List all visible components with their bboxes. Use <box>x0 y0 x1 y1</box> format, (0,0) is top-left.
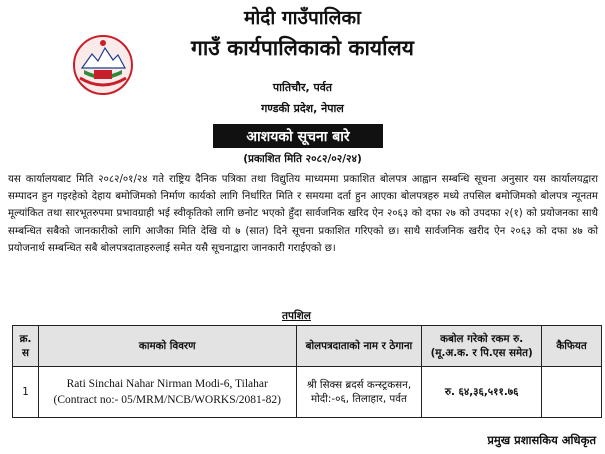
work-name: Rati Sinchai Nahar Nirman Modi-6, Tilahar <box>66 378 268 390</box>
col-amount: कबोल गरेको रकम रु. (मू.अ.क. र पि.एस समेत) <box>422 326 542 367</box>
schedule-heading: तपशिल <box>282 310 311 322</box>
province-name: गण्डकी प्रदेश, नेपाल <box>261 102 344 115</box>
municipality-name: मोदी गाउँपालिका <box>244 7 361 29</box>
notice-body: यस कार्यालयबाट मिति २०८२/०१/२४ गते राष्ट्रिय दैनिक पत्रिका तथा विद्युतिय माध्यममा प्रकाशित बोलपत्र आह्वान सम्बन्धि सूचना अनुसार यस कार्यालयद्वारा सम्पादन हुन गइरहेको देहाय बमोजिमको निर्माण कार्यको लागि निर्धारित मिति र समयमा दर्ता हुन आएका बोलपत्रहरु मध्ये तपसिल बमोजिमको बोलपत्र न्यूनतम मूल्यांकित तथा सारभूतरुपमा प्रभावग्राही भई स्वीकृतिको लागि छनोट भएको हुँदा सार्वजनिक खरिद ऐन २०६३ को दफा २७ को उपदफा २(१) को प्रयोजनका साथै सम्बन्धित सबैको जानकारीको लागि आजैका मिति देखि यो ७ (सात) दिने सूचना प्रकाशित गरिएको छ। साथै सार्वजनिक खरीद ऐन २०६३ को दफा ४७ को प्रयोजनार्थ सम्बन्धित सबै बोलपत्रदाताहरुलाई समेत यसै सूचनाद्वारा जानकारी गराईएको छ। <box>8 174 598 254</box>
notice-title-box <box>213 124 383 148</box>
cell-serial: 1 <box>13 367 39 418</box>
col-bidder: बोलपत्रदाताको नाम र ठेगाना <box>296 326 422 367</box>
signature-title: प्रमुख प्रशासकिय अधिकृत <box>487 433 596 447</box>
col-work-description: कामको विवरण <box>38 326 296 367</box>
cell-remarks <box>542 367 602 418</box>
col-remarks: कैफियत <box>542 326 602 367</box>
bidder-name: श्री सिक्स ब्रदर्स कन्स्ट्रकसन, <box>306 379 412 391</box>
cell-work-description <box>38 367 296 418</box>
cell-amount: रु. ६४,३६,५११.७६ <box>422 367 542 418</box>
cell-bidder <box>296 367 422 418</box>
notice-title: आशयको सूचना बारे <box>246 128 350 145</box>
table-header-row <box>13 326 602 367</box>
published-date: (प्रकाशित मिति २०८२/०२/२४) <box>243 153 362 165</box>
contract-number: (Contract no:- 05/MRM/NCB/WORKS/2081-82) <box>53 394 281 406</box>
schedule-table <box>12 325 602 418</box>
table-row <box>13 367 602 418</box>
col-serial: क्र. स <box>13 326 39 367</box>
bidder-address: मोदी:-०६, तिलाहार, पर्वत <box>310 393 407 405</box>
office-address: पातिचौर, पर्वत <box>272 81 333 94</box>
office-name: गाउँ कार्यपालिकाको कार्यालय <box>191 36 414 60</box>
